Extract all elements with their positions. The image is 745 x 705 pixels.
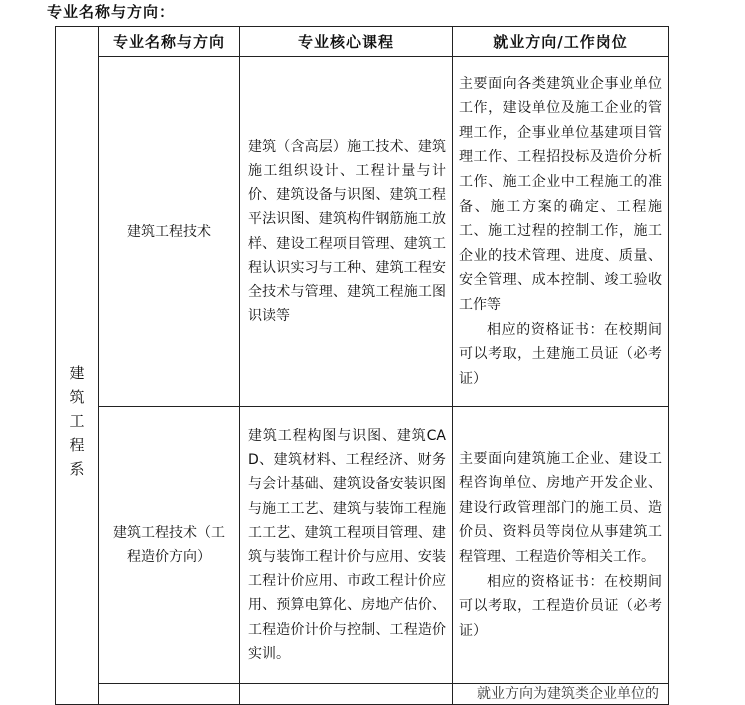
certificate-note: 相应的资格证书：在校期间可以考取，工程造价员证（必考证） bbox=[459, 573, 662, 639]
major-table bbox=[55, 26, 669, 705]
major-name: 建筑工程技术（工程造价方向） bbox=[99, 407, 240, 684]
partial-course-cell bbox=[240, 684, 453, 705]
table-row bbox=[56, 407, 669, 684]
header-courses: 专业核心课程 bbox=[240, 27, 453, 57]
section-title: 专业名称与方向： bbox=[47, 3, 176, 21]
core-courses: 建筑（含高层）施工技术、建筑施工组织设计、工程计量与计价、建筑设备与识图、建筑工程平法识图、建筑构件钢筋施工放样、建设工程项目管理、建筑工程认识实习与工种、建筑工程安全技术与管理、建筑工程施工图识读等 bbox=[240, 57, 453, 407]
certificate-note: 相应的资格证书：在校期间可以考取，土建施工员证（必考证） bbox=[459, 321, 662, 387]
table-header-row bbox=[56, 27, 669, 57]
job-description: 主要面向建筑施工企业、建设工程咨询单位、房地产开发企业、建设行政管理部门的施工员、造价员、资料员等岗位从事建筑工程管理、工程造价等相关工作。 bbox=[459, 450, 662, 565]
major-name: 建筑工程技术 bbox=[99, 57, 240, 407]
department-name: 建筑工程系 bbox=[69, 363, 85, 478]
partial-job-cell: 就业方向为建筑类企业单位的 bbox=[453, 684, 669, 705]
table-row bbox=[56, 57, 669, 407]
header-major: 专业名称与方向 bbox=[99, 27, 240, 57]
department-cell bbox=[56, 27, 99, 705]
partial-name-cell bbox=[99, 684, 240, 705]
job-description: 主要面向各类建筑业企事业单位工作，建设单位及施工企业的管理工作，企事业单位基建项目管理工作、工程招投标及造价分析工作、施工企业中工程施工的准备、施工方案的确定、工程施工、施工过程的控制工作，施工企业的技术管理、进度、质量、安全管理、成本控制、竣工验收工作等 bbox=[459, 75, 662, 313]
job-direction bbox=[453, 407, 669, 684]
job-direction bbox=[453, 57, 669, 407]
core-courses: 建筑工程构图与识图、建筑CAD、建筑材料、工程经济、财务与会计基础、建筑设备安装识图与施工工艺、建筑与装饰工程施工工艺、建筑工程项目管理、建筑与装饰工程计价与应用、安装工程计价应用、市政工程计价应用、预算电算化、房地产估价、工程造价计价与控制、工程造价实训。 bbox=[240, 407, 453, 684]
table-row-partial bbox=[56, 684, 669, 705]
header-jobs: 就业方向/工作岗位 bbox=[453, 27, 669, 57]
